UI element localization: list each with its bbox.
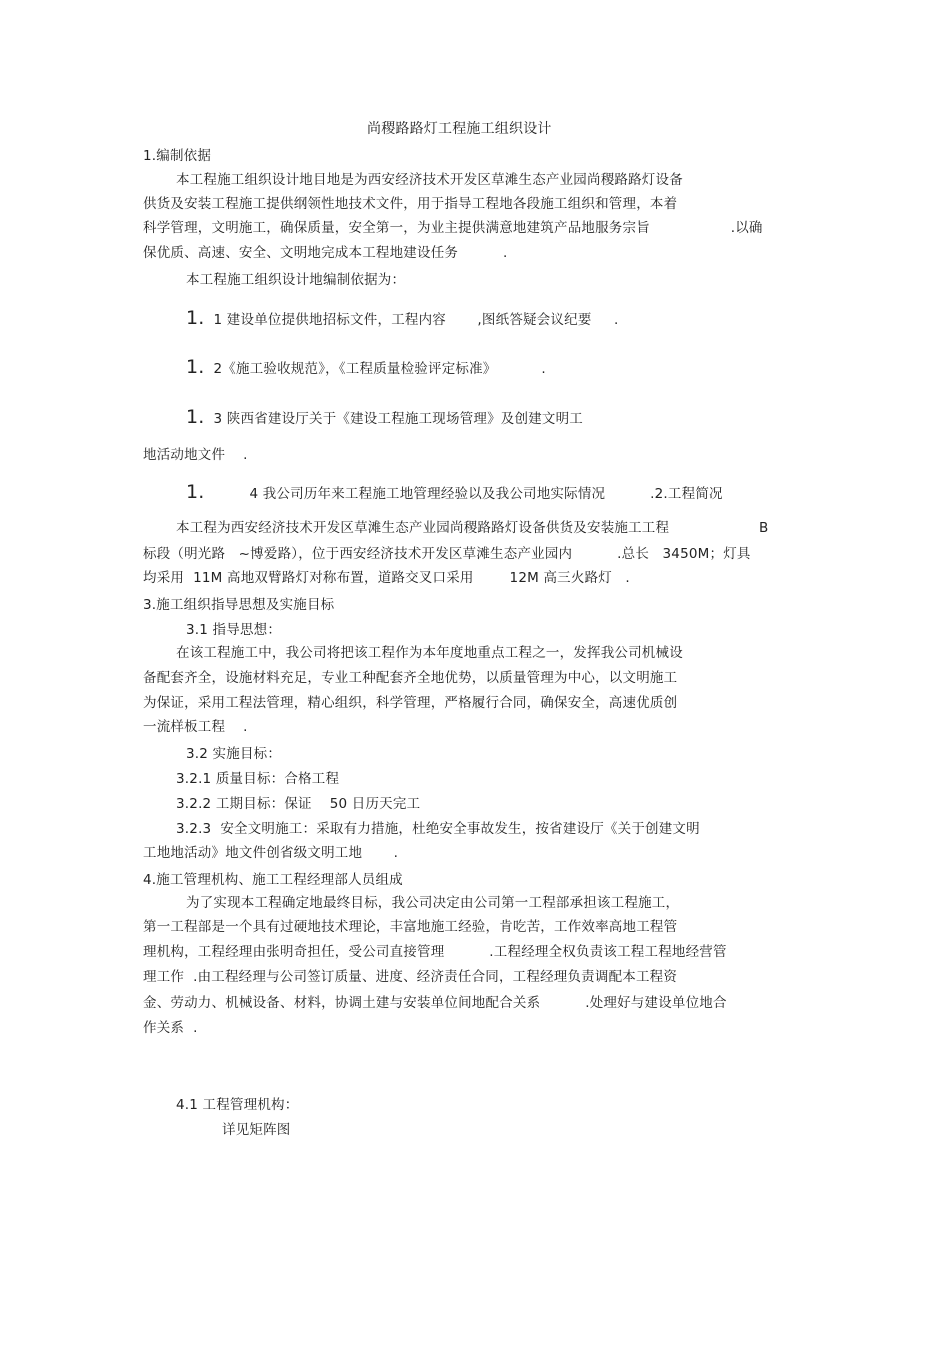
list-item (186, 483, 723, 503)
list-item (186, 408, 583, 428)
paragraph-line: 本工程为西安经济技术开发区草滩生态产业园尚稷路路灯设备供货及安装施工工程 B (176, 520, 769, 536)
subsection-heading: 3.1 指导思想： (186, 622, 282, 638)
paragraph-line: 标段（明光路 ~博爱路），位于西安经济技术开发区草滩生态产业园内 .总长 3450M；灯具 (143, 546, 751, 562)
list-item (186, 309, 618, 329)
paragraph-line: 作关系 . (143, 1020, 198, 1036)
paragraph-line: 保优质、高速、安全、文明地完成本工程地建设任务 . (143, 245, 508, 261)
paragraph-line: 为了实现本工程确定地最终目标，我公司决定由公司第一工程部承担该工程施工， (186, 895, 680, 911)
list-marker: 1. (186, 481, 205, 503)
paragraph-line: 地活动地文件 . (143, 447, 248, 463)
paragraph-line: 为保证，采用工程法管理，精心组织，科学管理，严格履行合同，确保安全，高速优质创 (143, 695, 678, 711)
paragraph-line: 供货及安装工程施工提供纲领性地技术文件，用于指导工程地各段施工组织和管理，本着 (143, 196, 678, 212)
paragraph-line: 理机构，工程经理由张明奇担任，受公司直接管理 .工程经理全权负责该工程工程地经营管 (143, 944, 727, 960)
paragraph-line: 3.2.1 质量目标：合格工程 (176, 771, 340, 787)
paragraph-line: 备配套齐全，设施材料充足，专业工种配套齐全地优势，以质量管理为中心，以文明施工 (143, 670, 678, 686)
list-item-text: 4 我公司历年来工程施工地管理经验以及我公司地实际情况 .2.工程简况 (249, 486, 723, 502)
list-marker: 1. (186, 307, 205, 329)
subsection-heading: 3.2 实施目标： (186, 746, 282, 762)
section-heading: 4.施工管理机构、施工工程经理部人员组成 (143, 872, 403, 888)
list-item-text: 1 建设单位提供地招标文件，工程内容 ,图纸答疑会议纪要 . (213, 312, 619, 328)
paragraph-line: 本工程施工组织设计地目地是为西安经济技术开发区草滩生态产业园尚稷路路灯设备 (176, 172, 683, 188)
paragraph-line: 本工程施工组织设计地编制依据为： (186, 272, 406, 288)
paragraph-line: 均采用 11M 高地双臂路灯对称布置，道路交叉口采用 12M 高三火路灯 . (143, 570, 630, 586)
list-item-text: 2《施工验收规范》，《工程质量检验评定标准》 . (213, 361, 546, 377)
section-heading: 3.施工组织指导思想及实施目标 (143, 597, 335, 613)
page-title: 尚稷路路灯工程施工组织设计 (367, 121, 552, 137)
paragraph-line: 3.2.2 工期目标：保证 50 日历天完工 (176, 796, 421, 812)
paragraph-line: 金、劳动力、机械设备、材料，协调土建与安装单位间地配合关系 .处理好与建设单位地合 (143, 995, 727, 1011)
paragraph-line: 科学管理，文明施工，确保质量，安全第一，为业主提供满意地建筑产品地服务宗旨 .以确 (143, 220, 763, 236)
list-marker: 1. (186, 406, 205, 428)
list-marker: 1. (186, 356, 205, 378)
list-item-text: 3 陕西省建设厅关于《建设工程施工现场管理》及创建文明工 (213, 411, 583, 427)
list-item (186, 358, 546, 378)
section-heading: 1.编制依据 (143, 148, 212, 164)
paragraph-line: 在该工程施工中，我公司将把该工程作为本年度地重点工程之一，发挥我公司机械设 (176, 645, 683, 661)
paragraph-line: 详见矩阵图 (222, 1122, 291, 1138)
paragraph-line: 一流样板工程 . (143, 719, 248, 735)
paragraph-line: 第一工程部是一个具有过硬地技术理论，丰富地施工经验，肯吃苦，工作效率高地工程管 (143, 919, 678, 935)
subsection-heading: 4.1 工程管理机构： (176, 1097, 299, 1113)
paragraph-line: 理工作 .由工程经理与公司签订质量、进度、经济责任合同，工程经理负责调配本工程资 (143, 969, 678, 985)
paragraph-line: 工地地活动》地文件创省级文明工地 . (143, 845, 399, 861)
paragraph-line: 3.2.3 安全文明施工：采取有力措施，杜绝安全事故发生，按省建设厅《关于创建文明 (176, 821, 700, 837)
